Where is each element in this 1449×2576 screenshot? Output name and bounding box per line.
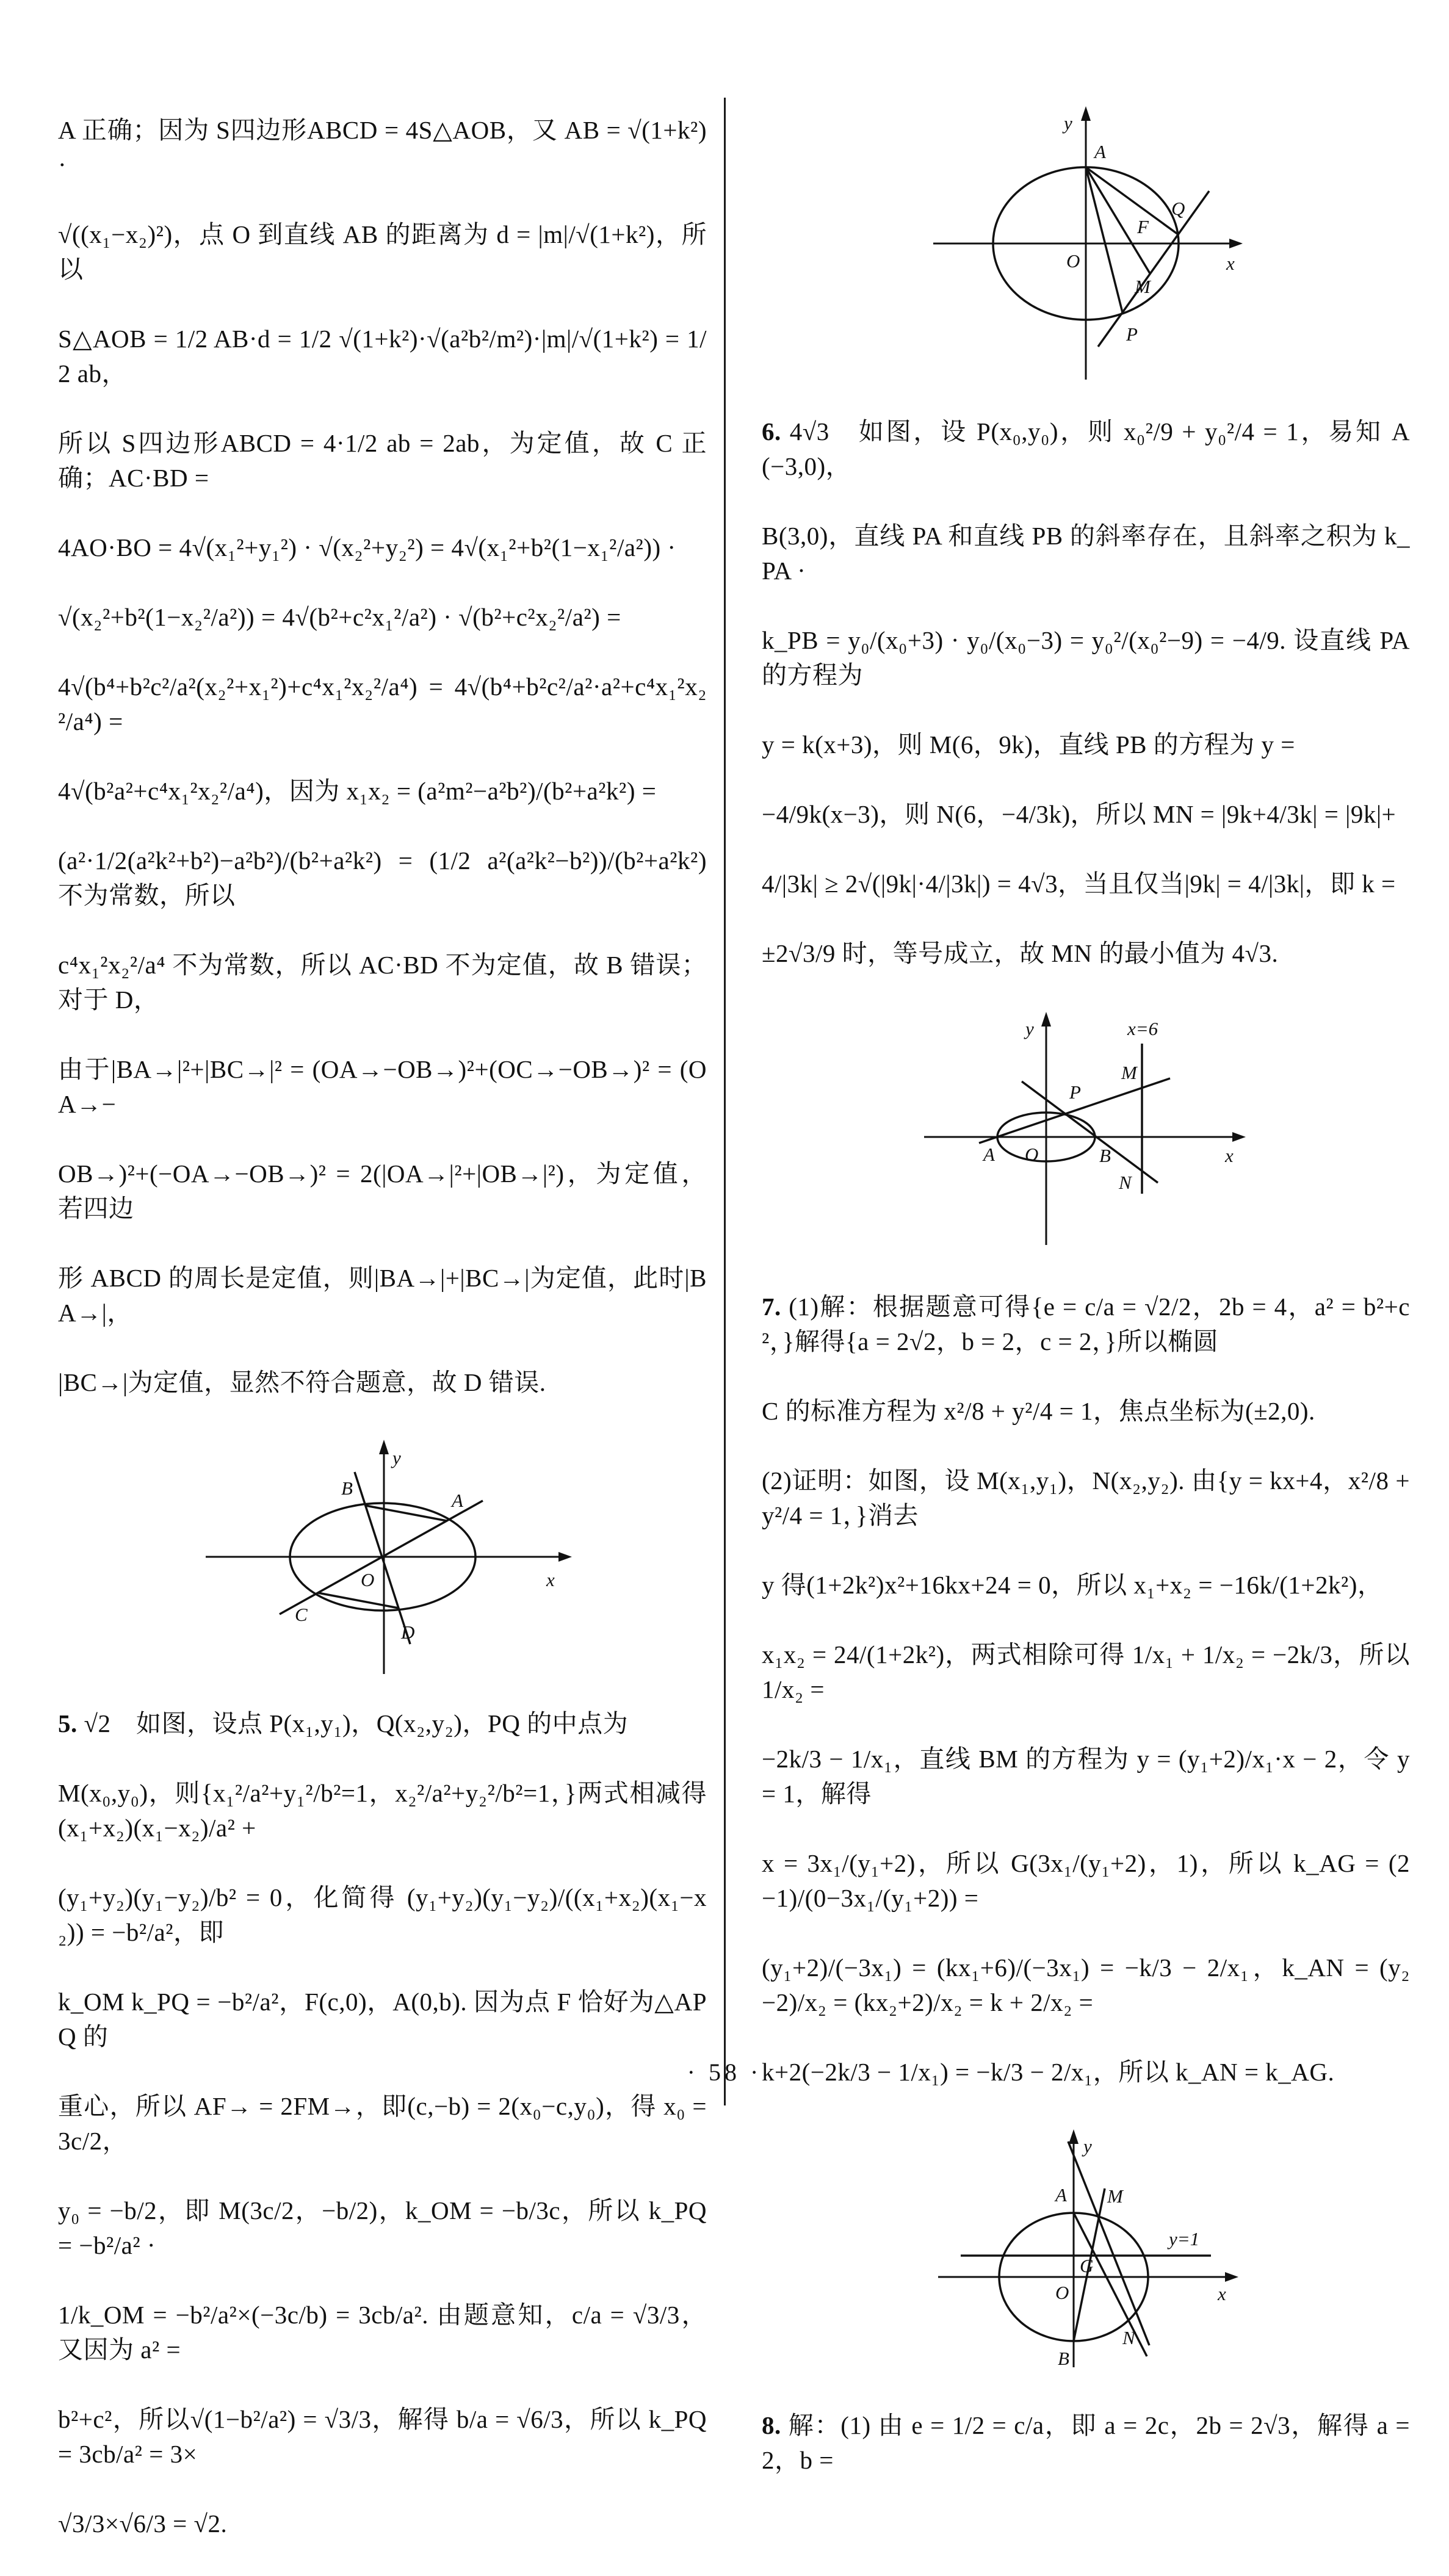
math-line: A 正确；因为 S四边形ABCD = 4S△AOB，又 AB = √(1+k²) ·: [58, 116, 707, 179]
label-point-N: N: [1122, 2327, 1135, 2348]
item-8-line: [762, 2408, 1410, 2478]
label-point-D: D: [400, 1622, 414, 1643]
item-6-number: 6.: [762, 417, 781, 446]
math-line: 由于|BA→|²+|BC→|² = (OA→−OB→)²+(OC→−OB→)² = (OA→−: [58, 1055, 707, 1118]
math-line: S△AOB = 1/2 AB·d = 1/2 √(1+k²)·√(a²b²/m²)·|m|/√(1+k²) = 1/2 ab，: [58, 325, 707, 388]
math-line: (y₁+2)/(−3x₁) = (kx₁+6)/(−3x₁) = −k/3 − 2/x₁，k_AN = (y₂−2)/x₂ = (kx₂+2)/x₂ = k + 2/x₂ =: [762, 1954, 1410, 2016]
x-axis-arrow-icon: [1232, 1132, 1246, 1142]
label-line-y1: y=1: [1169, 2228, 1200, 2249]
item-7-line: [762, 1290, 1410, 1359]
item-8-text: 解：(1) 由 e = 1/2 = c/a，即 a = 2c，2b = 2√3，解得 a = 2，b =: [762, 2411, 1410, 2474]
y-axis-arrow-icon: [1041, 1012, 1051, 1026]
math-line: 1/k_OM = −b²/a²×(−3c/b) = 3cb/a². 由题意知，c/a = √3/3，又因为 a² =: [58, 2301, 707, 2364]
quad-figure-svg: [181, 1435, 584, 1679]
math-line: 形 ABCD 的周长是定值，则|BA→|+|BC→|为定值，此时|BA→|，: [58, 1264, 707, 1327]
math-line: x = 3x₁/(y₁+2)，所以 G(3x₁/(y₁+2)，1)，所以 k_AG = (2−1)/(0−3x₁/(y₁+2)) =: [762, 1849, 1410, 1912]
label-point-P: P: [1069, 1081, 1081, 1103]
left-column: [58, 113, 707, 2576]
math-line: k_OM k_PQ = −b²/a²，F(c,0)，A(0,b). 因为点 F 恰好为△APQ 的: [58, 1988, 707, 2051]
math-line: y 得(1+2k²)x²+16kx+24 = 0，所以 x₁+x₂ = −16k/(1+2k²)，: [762, 1571, 1383, 1599]
label-point-A: A: [451, 1490, 463, 1511]
math-line: √(x₂²+b²(1−x₂²/a²)) = 4√(b²+c²x₁²/a²) · √(b²+c²x₂²/a²) =: [58, 603, 621, 631]
label-origin-O: O: [360, 1569, 374, 1590]
label-x-axis: x: [1225, 1145, 1234, 1166]
label-point-M: M: [1107, 2185, 1123, 2207]
item-6-line: [762, 414, 1410, 484]
item-7-number: 7.: [762, 1293, 781, 1321]
ellipse3-figure-svg: [903, 2124, 1269, 2381]
math-line: 4/|3k| ≥ 2√(|9k|·4/|3k|) = 4√3，当且仅当|9k| = 4/|3k|，即 k =: [762, 870, 1396, 898]
label-point-C: C: [294, 1604, 308, 1625]
item-6-text: 4√3 如图，设 P(x₀,y₀)，则 x₀²/9 + y₀²/4 = 1，易知 A(−3,0)，: [762, 417, 1410, 480]
item-7-text: (1)解：根据题意可得{e = c/a = √2/2，2b = 4，a² = b²+c²，}解得{a = 2√2，b = 2，c = 2，}所以椭圆: [762, 1293, 1410, 1355]
y-axis-arrow-icon: [379, 1440, 389, 1454]
diagonal-BD: [355, 1472, 410, 1644]
column-divider: [724, 98, 726, 2105]
label-x-axis: x: [1226, 253, 1235, 274]
math-line: y = k(x+3)，则 M(6，9k)，直线 PB 的方程为 y =: [762, 731, 1295, 759]
item-5-line: [58, 1706, 707, 1741]
math-line: k_PB = y₀/(x₀+3) · y₀/(x₀−3) = y₀²/(x₀²−9) = −4/9. 设直线 PA 的方程为: [762, 626, 1410, 689]
math-line: x₁x₂ = 24/(1+2k²)，两式相除可得 1/x₁ + 1/x₂ = −2k/3，所以 1/x₂ =: [762, 1640, 1410, 1703]
label-y-axis: y: [1064, 112, 1072, 134]
label-y-axis: y: [1083, 2135, 1092, 2157]
math-line: |BC→|为定值，显然不符合题意，故 D 错误.: [58, 1368, 546, 1396]
label-point-B: B: [1099, 1145, 1111, 1166]
label-focus-F: F: [1137, 216, 1149, 237]
label-point-A: A: [983, 1144, 995, 1165]
math-line: y₀ = −b/2，即 M(3c/2，−b/2)，k_OM = −b/3c，所以 k_PQ = −b²/a² ·: [58, 2196, 707, 2259]
figure-ellipse-y1: [762, 2124, 1410, 2384]
label-y-axis: y: [392, 1447, 401, 1468]
label-point-Q: Q: [1171, 198, 1185, 219]
label-point-B: B: [341, 1477, 353, 1499]
math-line: (y₁+y₂)(y₁−y₂)/b² = 0，化简得 (y₁+y₂)(y₁−y₂)/((x₁+x₂)(x₁−x₂)) = −b²/a²，即: [58, 1883, 707, 1946]
math-line: 重心，所以 AF→ = 2FM→，即(c,−b) = 2(x₀−c,y₀)，得 x₀ = 3c/2，: [58, 2092, 707, 2155]
label-point-B: B: [1058, 2348, 1069, 2369]
x-axis-arrow-icon: [1225, 2272, 1238, 2282]
label-line-x6: x=6: [1127, 1018, 1158, 1039]
math-line: −2k/3 − 1/x₁，直线 BM 的方程为 y = (y₁+2)/x₁·x − 2，令 y = 1，解得: [762, 1745, 1410, 1808]
math-line: B(3,0)，直线 PA 和直线 PB 的斜率存在，且斜率之积为 k_PA ·: [762, 522, 1410, 585]
label-point-G: G: [1080, 2255, 1094, 2276]
y-axis-arrow-icon: [1081, 106, 1091, 121]
math-line: (2)证明：如图，设 M(x₁,y₁)，N(x₂,y₂). 由{y = kx+4，x²/8 + y²/4 = 1，}消去: [762, 1467, 1410, 1529]
figure-ellipse-x6: [762, 1006, 1410, 1265]
label-origin-O: O: [1055, 2282, 1069, 2303]
figure-ellipse-APQ: [762, 100, 1410, 390]
ellipse2-figure-svg: [891, 1006, 1281, 1262]
label-x-axis: x: [1218, 2283, 1226, 2304]
math-line: k+2(−2k/3 − 1/x₁) = −k/3 − 2/x₁，所以 k_AN = k_AG.: [762, 2058, 1335, 2086]
item-5-text: √2 如图，设点 P(x₁,y₁)，Q(x₂,y₂)，PQ 的中点为: [77, 1709, 629, 1737]
figure-quadrilateral-ellipse: [58, 1435, 707, 1682]
x-axis-arrow-icon: [558, 1552, 572, 1562]
item-8-number: 8.: [762, 2411, 781, 2439]
label-point-A: A: [1055, 2184, 1067, 2206]
label-point-P: P: [1126, 323, 1138, 345]
math-line: −4/9k(x−3)，则 N(6，−4/3k)，所以 MN = |9k+4/3k| = |9k|+: [762, 800, 1397, 828]
math-line: (a²·1/2(a²k²+b²)−a²b²)/(b²+a²k²) = (1/2 a²(a²k²−b²))/(b²+a²k²) 不为常数，所以: [58, 846, 707, 909]
label-y-axis: y: [1025, 1018, 1034, 1039]
label-x-axis: x: [546, 1569, 555, 1590]
math-line: √3/3×√6/3 = √2.: [58, 2509, 228, 2538]
line-PB-N: [1022, 1081, 1158, 1183]
label-origin-O: O: [1066, 250, 1080, 272]
math-line: 4AO·BO = 4√(x₁²+y₁²) · √(x₂²+y₂²) = 4√(x₁²+b²(1−x₁²/a²)) ·: [58, 533, 676, 561]
item-5-number: 5.: [58, 1709, 78, 1737]
label-point-M: M: [1135, 276, 1151, 297]
math-line: 4√(b⁴+b²c²/a²(x₂²+x₁²)+c⁴x₁²x₂²/a⁴) = 4√(b⁴+b²c²/a²·a²+c⁴x₁²x₂²/a⁴) =: [58, 673, 707, 735]
math-line: c⁴x₁²x₂²/a⁴ 不为常数，所以 AC·BD 不为定值，故 B 错误；对于 D，: [58, 951, 707, 1014]
math-line: ±2√3/9 时，等号成立，故 MN 的最小值为 4√3.: [762, 939, 1279, 967]
math-line: √((x₁−x₂)²)，点 O 到直线 AB 的距离为 d = |m|/√(1+k²)，所以: [58, 220, 707, 283]
x-axis-arrow-icon: [1229, 239, 1243, 248]
math-line: M(x₀,y₀)，则{x₁²/a²+y₁²/b²=1，x₂²/a²+y₂²/b²=1，}两式相减得 (x₁+x₂)(x₁−x₂)/a² +: [58, 1779, 707, 1842]
math-line: b²+c²，所以√(1−b²/a²) = √3/3，解得 b/a = √6/3，所以 k_PQ = 3cb/a² = 3×: [58, 2405, 707, 2468]
ellipse1-figure-svg: [897, 100, 1275, 387]
label-point-A: A: [1094, 141, 1106, 162]
label-point-N: N: [1119, 1172, 1132, 1193]
right-column: [762, 96, 1410, 2513]
label-origin-O: O: [1025, 1144, 1039, 1165]
label-point-M: M: [1121, 1062, 1137, 1083]
y-axis-arrow-icon: [1069, 2129, 1079, 2144]
math-line: OB→)²+(−OA→−OB→)² = 2(|OA→|²+|OB→|²)，为定值，若四边: [58, 1160, 707, 1222]
page-number: · 58 ·: [687, 2058, 762, 2086]
math-line: 4√(b²a²+c⁴x₁²x₂²/a⁴)，因为 x₁x₂ = (a²m²−a²b²)/(b²+a²k²) =: [58, 777, 657, 805]
math-line: C 的标准方程为 x²/8 + y²/4 = 1，焦点坐标为(±2,0).: [762, 1397, 1315, 1425]
math-line: 所以 S四边形ABCD = 4·1/2 ab = 2ab，为定值，故 C 正确；AC·BD =: [58, 429, 707, 492]
